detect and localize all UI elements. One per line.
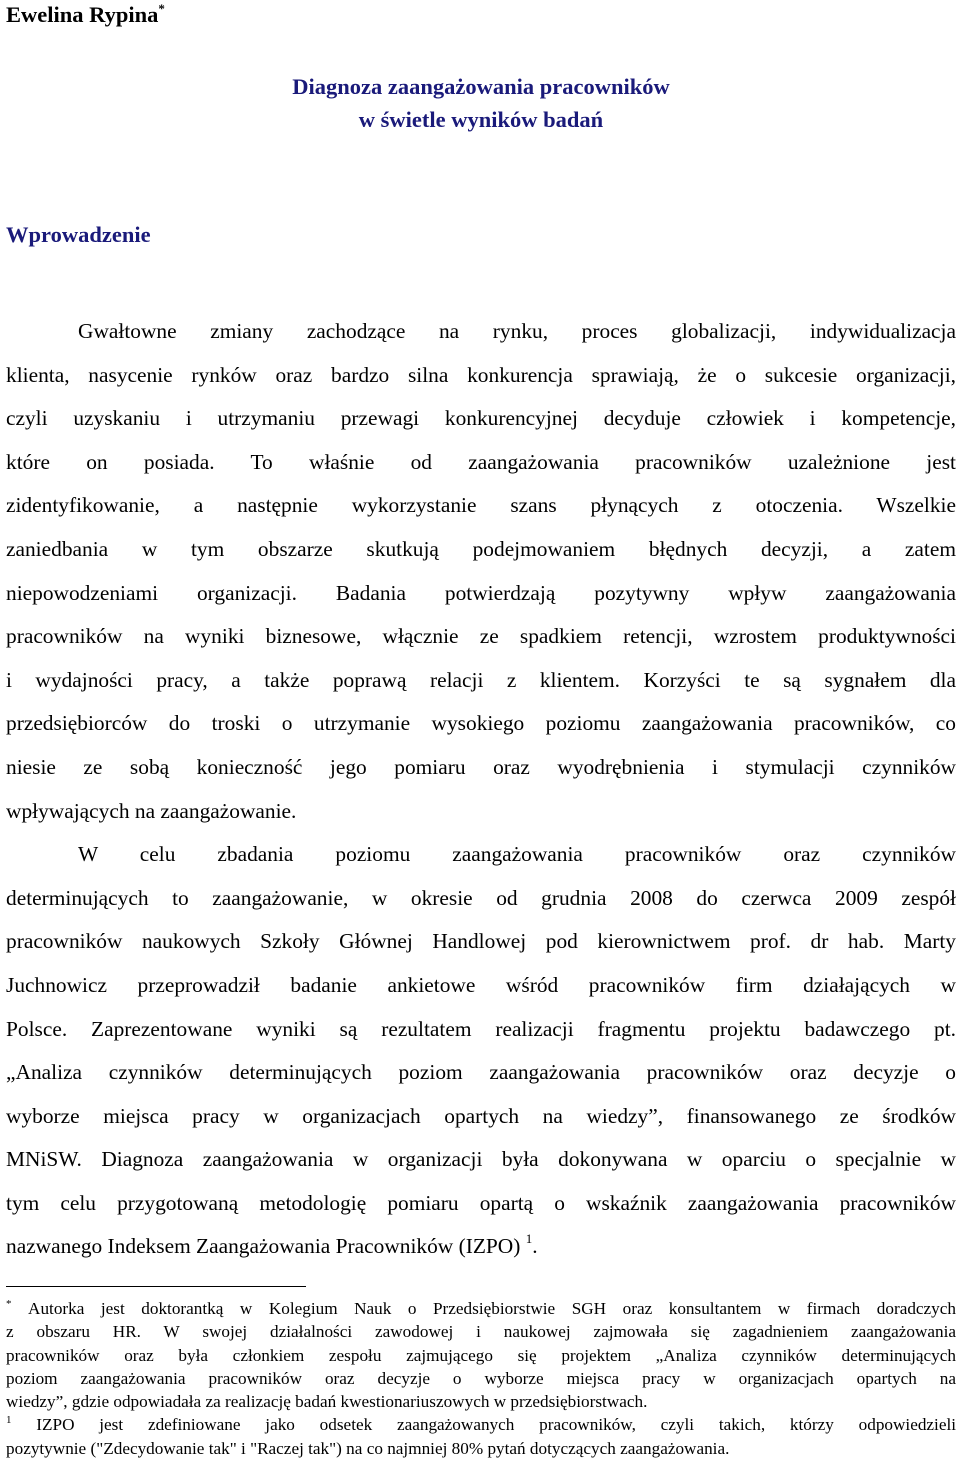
footnote-star-line: wiedzy”, gdzie odpowiadała za realizację badań kwestionariuszowych w przedsiębiorstwach. — [6, 1392, 648, 1412]
paragraph-2-line: Polsce. Zaprezentowane wyniki są rezultatem realizacji fragmentu projektu badawczego pt. — [6, 1016, 956, 1041]
paragraph-2-line: MNiSW. Diagnoza zaangażowania w organizacji była dokonywana w oparciu o specjalnie w — [6, 1147, 956, 1172]
paper-title-line-1: Diagnoza zaangażowania pracowników — [292, 74, 670, 99]
paragraph-1-line: czyli uzyskaniu i utrzymaniu przewagi konkurencyjnej decyduje człowiek i kompetencje, — [6, 406, 956, 431]
footnote-star-line: * Autorka jest doktorantką w Kolegium Nauk o Przedsiębiorstwie SGH oraz konsultantem w firmach doradczych — [6, 1298, 956, 1318]
paper-title — [6, 70, 956, 136]
paragraph-1-line: zidentyfikowanie, a następnie wykorzystanie szans płynących z otoczenia. Wszelkie — [6, 493, 956, 518]
footnote-separator — [6, 1286, 306, 1287]
paragraph-2-line: Juchnowicz przeprowadził badanie ankietowe wśród pracowników firm działających w — [6, 972, 956, 997]
paragraph-2-line: wyborze miejsca pracy w organizacjach opartych na wiedzy”, finansowanego ze środków — [6, 1103, 956, 1128]
paragraph-1-line: wpływających na zaangażowanie. — [6, 798, 297, 823]
paragraph-1-line: i wydajności pracy, a także poprawą relacji z klientem. Korzyści te są sygnałem dla — [6, 667, 956, 692]
footnote-1-line: $^1$ IZPO jest zdefiniowane jako odsetek zaangażowanych pracowników, czyli takich, którzy odpowiedzieli — [6, 1414, 957, 1435]
paragraph-1-line: Gwałtowne zmiany zachodzące na rynku, proces globalizacji, indywidualizacja — [78, 319, 956, 343]
paragraph-2-line: „Analiza czynników determinujących poziom zaangażowania pracowników oraz decyzje o — [6, 1060, 956, 1085]
paper-title-line-2: w świetle wyników badań — [358, 107, 604, 132]
paragraph-1-line: pracowników na wyniki biznesowe, włącznie ze spadkiem retencji, wzrostem produktywności — [6, 624, 956, 649]
body-text — [6, 310, 956, 1269]
footnote-1-line: pozytywnie ("Zdecydowanie tak" i "Raczej tak") na co najmniej 80% pytań dotyczących zaangażowania. — [6, 1438, 730, 1458]
footnotes — [6, 1297, 956, 1460]
section-heading-introduction: Wprowadzenie — [6, 222, 151, 247]
paragraph-1-line: przedsiębiorców do troski o utrzymanie wysokiego poziomu zaangażowania pracowników, co — [6, 711, 956, 736]
footnote-1-marker: 1 — [6, 1414, 12, 1427]
paragraph-1-line: które on posiada. To właśnie od zaangażowania pracowników uzależnione jest — [6, 449, 956, 474]
paragraph-2-line: pracowników naukowych Szkoły Głównej Handlowej pod kierownictwem prof. dr hab. Marty — [6, 929, 956, 954]
paragraph-2-line: determinujących to zaangażowanie, w okresie od grudnia 2008 do czerwca 2009 zespół — [6, 885, 956, 910]
footnote-ref-1[interactable]: 1 — [525, 1231, 533, 1247]
paragraph-1-line: niesie ze sobą konieczność jego pomiaru oraz wyodrębnienia i stymulacji czynników — [6, 754, 956, 779]
author-name — [6, 2, 165, 28]
paragraph-2-line: tym celu przygotowaną metodologię pomiaru opartą o wskaźnik zaangażowania pracowników — [6, 1190, 956, 1215]
footnote-star-marker: * — [6, 1298, 12, 1310]
footnote-star-line: z obszaru HR. W swojej działalności zawodowej i naukowej zajmowała się zagadnieniem zaangażowania — [6, 1322, 956, 1342]
paragraph-1-line: zaniedbania w tym obszarze skutkują podejmowaniem błędnych decyzji, a zatem — [6, 536, 956, 561]
author-name-text: Ewelina Rypina — [6, 2, 159, 27]
footnote-star-line: poziom zaangażowania pracowników oraz decyzje o wyborze miejsca pracy w organizacjach opartych na — [6, 1368, 956, 1388]
paragraph-1-line: niepowodzeniami organizacji. Badania potwierdzają pozytywny wpływ zaangażowania — [6, 580, 956, 605]
author-footnote-marker: * — [158, 1, 165, 16]
paragraph-2-line: nazwanego Indeksem Zaangażowania Pracowników (IZPO) $^1$. — [6, 1231, 538, 1259]
paragraph-2-line: W celu zbadania poziomu zaangażowania pracowników oraz czynników — [78, 842, 956, 867]
paragraph-1-line: klienta, nasycenie rynków oraz bardzo silna konkurencja sprawiają, że o sukcesie organizacji, — [6, 362, 956, 387]
footnote-star-line: pracowników oraz była członkiem zespołu zajmującego się projektem „Analiza czynników determinujących — [6, 1345, 956, 1365]
